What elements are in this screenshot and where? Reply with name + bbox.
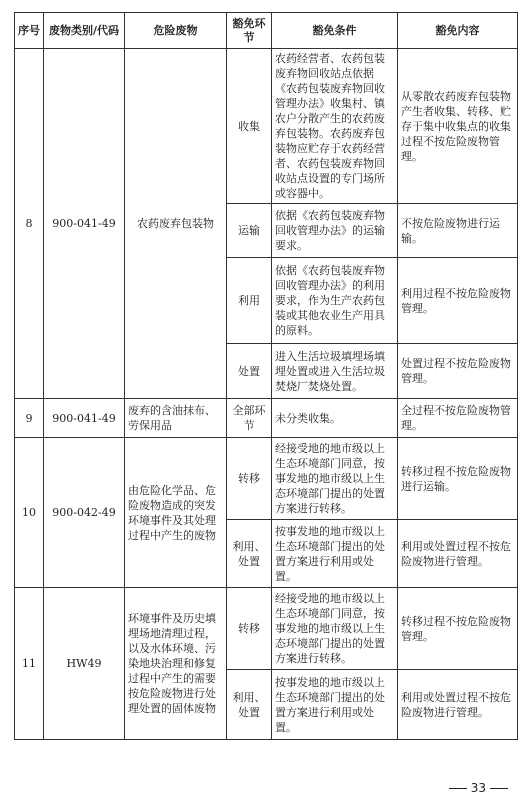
row-condition: 依据《农药包装废弃物回收管理办法》的运输要求。 — [272, 204, 398, 258]
row-stage: 运输 — [227, 204, 272, 258]
row-waste: 农药废弃包装物 — [125, 49, 227, 399]
row-stage: 利用 — [227, 258, 272, 344]
row-stage: 转移 — [227, 438, 272, 520]
exemption-table — [14, 12, 518, 740]
row-content: 不按危险废物进行运输。 — [398, 204, 518, 258]
row-stage: 收集 — [227, 49, 272, 204]
row-content: 处置过程不按危险废物管理。 — [398, 344, 518, 399]
table-row — [15, 49, 518, 204]
row-condition: 依据《农药包装废弃物回收管理办法》的利用要求，作为生产农药包装或其他农业生产用具的原料。 — [272, 258, 398, 344]
row-condition: 按事发地的地市级以上生态环境部门提出的处置方案进行利用或处置。 — [272, 520, 398, 588]
header-row — [15, 13, 518, 49]
page-number — [449, 781, 508, 795]
row-condition: 经接受地的地市级以上生态环境部门同意，按事发地的地市级以上生态环境部门提出的处置方案进行转移。 — [272, 438, 398, 520]
table-row — [15, 399, 518, 438]
header-stage: 豁免环节 — [227, 13, 272, 49]
row-code: HW49 — [44, 588, 125, 740]
page-number-dash-right — [490, 788, 508, 789]
row-code: 900-041-49 — [44, 49, 125, 399]
table-row — [15, 438, 518, 520]
row-condition: 进入生活垃圾填埋场填埋处置或进入生活垃圾焚烧厂焚烧处置。 — [272, 344, 398, 399]
row-no: 9 — [15, 399, 44, 438]
row-content: 转移过程不按危险废物进行运输。 — [398, 438, 518, 520]
row-content: 利用或处置过程不按危险废物进行管理。 — [398, 520, 518, 588]
row-code: 900-041-49 — [44, 399, 125, 438]
row-condition: 经接受地的地市级以上生态环境部门同意，按事发地的地市级以上生态环境部门提出的处置方案进行转移。 — [272, 588, 398, 670]
header-no: 序号 — [15, 13, 44, 49]
row-waste: 由危险化学品、危险废物造成的突发环境事件及其处理过程中产生的废物 — [125, 438, 227, 588]
row-stage: 处置 — [227, 344, 272, 399]
row-no: 8 — [15, 49, 44, 399]
row-no: 11 — [15, 588, 44, 740]
row-condition: 未分类收集。 — [272, 399, 398, 438]
row-no: 10 — [15, 438, 44, 588]
row-waste: 废弃的含油抹布、劳保用品 — [125, 399, 227, 438]
row-code: 900-042-49 — [44, 438, 125, 588]
row-stage: 转移 — [227, 588, 272, 670]
header-condition: 豁免条件 — [272, 13, 398, 49]
row-content: 从零散农药废弃包装物产生者收集、转移、贮存于集中收集点的收集过程不按危险废物管理。 — [398, 49, 518, 204]
row-content: 转移过程不按危险废物管理。 — [398, 588, 518, 670]
row-stage: 利用、处置 — [227, 670, 272, 740]
header-waste: 危险废物 — [125, 13, 227, 49]
row-condition: 农药经营者、农药包装废弃物回收站点依据《农药包装废弃物回收管理办法》收集村、镇农户分散产生的农药废弃包装物。农药废弃包装物应贮存于农药经营者、农药包装废弃物回收站点设置的专门场所或容器中。 — [272, 49, 398, 204]
row-stage: 利用、处置 — [227, 520, 272, 588]
row-condition: 按事发地的地市级以上生态环境部门提出的处置方案进行利用或处置。 — [272, 670, 398, 740]
row-content: 利用或处置过程不按危险废物进行管理。 — [398, 670, 518, 740]
row-waste: 环境事件及历史填埋场地清理过程，以及水体环境、污染地块治理和修复过程中产生的需要按危险废物进行处理处置的固体废物 — [125, 588, 227, 740]
table-row — [15, 588, 518, 670]
page-number-value: 33 — [470, 781, 486, 795]
page-number-dash-left — [449, 788, 467, 789]
row-stage: 全部环节 — [227, 399, 272, 438]
header-content: 豁免内容 — [398, 13, 518, 49]
row-content: 利用过程不按危险废物管理。 — [398, 258, 518, 344]
header-code: 废物类别/代码 — [44, 13, 125, 49]
row-content: 全过程不按危险废物管理。 — [398, 399, 518, 438]
